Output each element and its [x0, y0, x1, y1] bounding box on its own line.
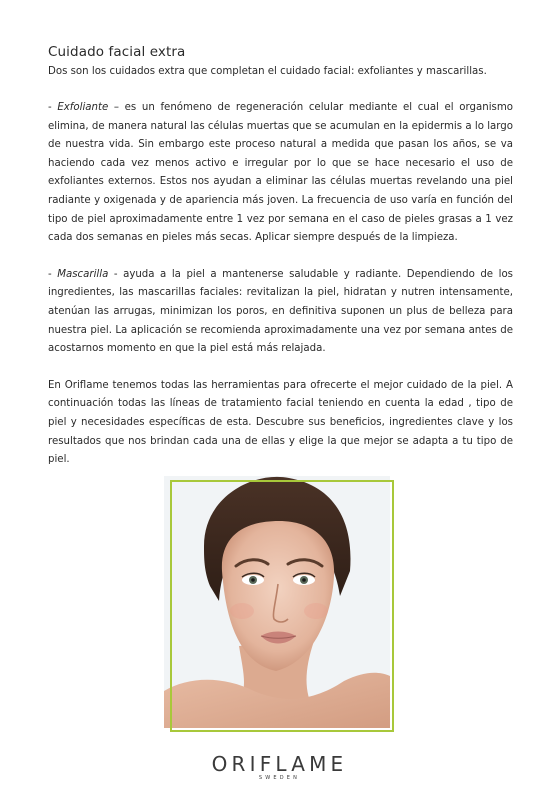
mascarilla-prefix: -: [48, 268, 58, 280]
photo-frame-border: [170, 480, 394, 732]
brand-logo: [0, 752, 559, 781]
exfoliante-term: Exfoliante: [57, 102, 109, 113]
exfoliante-prefix: -: [48, 102, 58, 113]
brand-name: ORIFLAME: [211, 752, 348, 776]
mascarilla-paragraph: [48, 266, 513, 359]
document-body: [48, 44, 513, 488]
brand-subtitle: SWEDEN: [258, 775, 301, 781]
exfoliante-text: – es un fenómeno de regeneración celular mediante el cual el organismo elimina, de manera natural las células muertas que se acumulan en la epidermis a lo largo de nuestra vida. Sin embargo este proceso natural a medida que pasan los años, se va haciendo cada vez menos activo e irregular por lo que se hace necesario el uso de exfoliantes externos. Estos nos ayudan a eliminar las células muertas revelando una piel radiante y oxigenada y de apariencia más joven. La frecuencia de uso varía en función del tipo de piel aproximadamente entre 1 vez por semana en el caso de pieles grasas a 1 vez cada dos semanas en pieles más secas. Aplicar siempre después de la limpieza.: [48, 102, 513, 244]
exfoliante-paragraph: [48, 99, 513, 248]
portrait-image: [164, 476, 396, 734]
section-title: Cuidado facial extra: [48, 44, 186, 60]
closing-paragraph: En Oriflame tenemos todas las herramientas para ofrecerte el mejor cuidado de la piel. A continuación todas las líneas de tratamiento facial teniendo en cuenta la edad , tipo de piel y necesidades específicas de esta. Descubre sus beneficios, ingredientes clave y los resultados que nos brindan cada una de ellas y elige la que mejor se adapta a tu tipo de piel.: [48, 379, 513, 466]
intro-text: Dos son los cuidados extra que completan el cuidado facial: exfoliantes y mascarillas.: [48, 66, 487, 77]
mascarilla-text: - ayuda a la piel a mantenerse saludable y radiante. Dependiendo de los ingredientes, las mascarillas faciales: revitalizan la piel, hidratan y nutren intensamente, atenúan las arrugas, minimizan los poros, en definitiva suponen un plus de belleza para nuestra piel. La aplicación se recomienda aproximadamente una vez por semana antes de acostarnos momento en que la piel está más relajada.: [48, 268, 513, 355]
mascarilla-term: Mascarilla: [57, 268, 109, 280]
